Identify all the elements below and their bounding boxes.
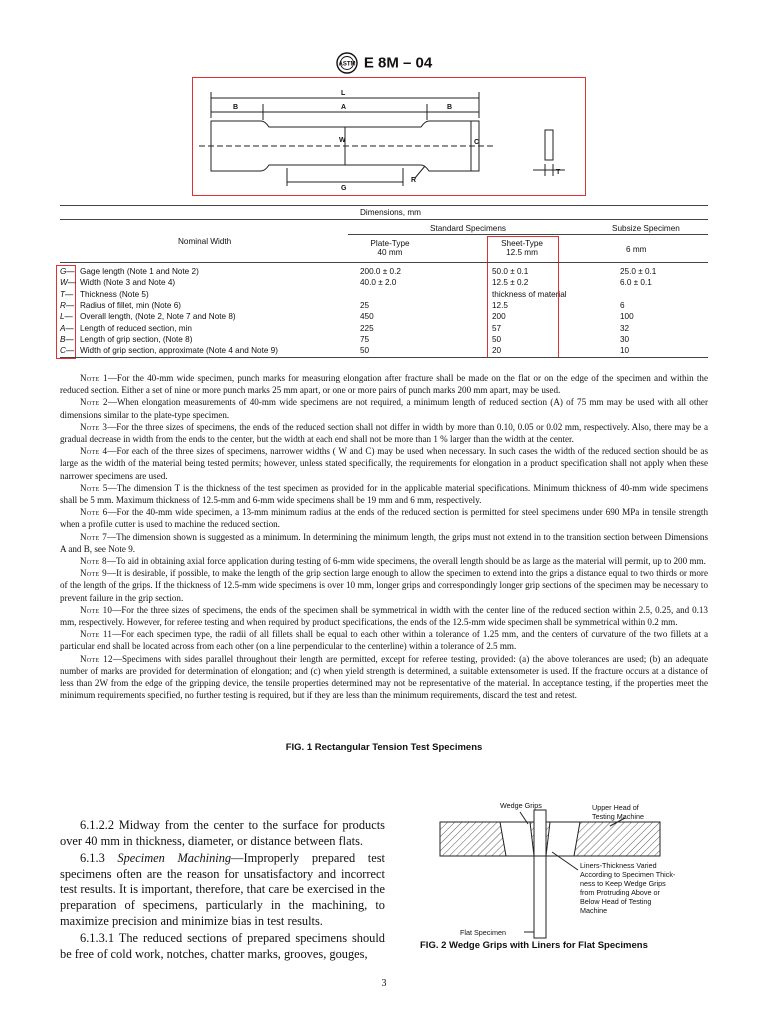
row-subsize-value: 6 <box>620 300 625 310</box>
note-item <box>60 531 708 555</box>
note-item <box>60 653 708 702</box>
row-symbol: B— <box>60 334 74 344</box>
note-item <box>60 396 708 420</box>
row-plate-value: 25 <box>360 300 370 310</box>
dim-C: C <box>474 139 480 146</box>
note-item <box>60 482 708 506</box>
dim-A: A <box>341 104 347 111</box>
note-heading: Note 5 <box>80 482 108 493</box>
paragraph-6-1-3: 6.1.3 Specimen Machining—Improperly prepared test specimens often are the reason for unsatisfactory and incorrect test results. It is important, therefore, that care be exercised in the preparation of specimens, particularly in the machining, to maximize precision and minimize bias in test results. <box>60 851 385 928</box>
label-liners-4: from Protruding Above or <box>580 888 660 897</box>
row-subsize-value: 25.0 ± 0.1 <box>620 267 657 276</box>
row-subsize-value: 10 <box>620 346 630 356</box>
row-plate-value: 75 <box>360 334 370 344</box>
dimensions-table <box>60 205 708 357</box>
row-sheet-value: 12.5 ± 0.2 <box>492 278 529 288</box>
figure-notes <box>60 372 708 701</box>
note-text: —To aid in obtaining axial force application during testing of 6-mm wide specimens, the overall length should be as large as the material will permit, up to 200 mm. <box>106 556 706 567</box>
row-description: Length of grip section, (Note 8) <box>80 334 193 344</box>
astm-logo-icon <box>336 52 358 74</box>
row-subsize-value: 100 <box>620 312 634 322</box>
label-liners-5: Below Head of Testing <box>580 897 652 906</box>
row-sheet-value: thickness of material <box>492 289 567 299</box>
row-plate-value: 40.0 ± 2.0 <box>360 278 397 288</box>
row-symbol: L— <box>60 312 73 322</box>
note-heading: Note 3 <box>80 421 108 432</box>
page-header <box>0 52 768 74</box>
note-item <box>60 506 708 530</box>
note-heading: Note 11 <box>80 629 113 640</box>
note-heading: Note 4 <box>80 446 108 457</box>
row-sheet-value: 50 <box>492 334 502 344</box>
note-text: —The dimension shown is suggested as a minimum. In determining the minimum length, the grips must not extend in to the transition section between Dimensions A and B, see Note 9. <box>60 531 708 554</box>
specimen-diagram <box>193 78 585 195</box>
dim-W: W <box>339 137 346 144</box>
figure-1-drawing <box>192 77 586 196</box>
note-text: —For each of the three sizes of specimens, narrower widths ( W and C) may be used when necessary. In such cases the width of the reduced section should be as large as the width of the material being tested permits; however, unless stated specifically, the requirements for elongation in a product specification shall not apply when these narrower specimens are used. <box>60 446 708 481</box>
row-description: Thickness (Note 5) <box>80 289 149 299</box>
dim-B-right: B <box>447 104 453 111</box>
dim-B-left: B <box>233 104 239 111</box>
table-title: Dimensions, mm <box>360 208 421 217</box>
dim-T: T <box>556 169 561 176</box>
label-liners-6: Machine <box>580 906 608 915</box>
row-description: Overall length, (Note 2, Note 7 and Note 8) <box>80 312 236 322</box>
note-item <box>60 628 708 652</box>
note-item <box>60 604 708 628</box>
svg-text:ASTM: ASTM <box>338 61 356 68</box>
note-item <box>60 372 708 396</box>
note-heading: Note 7 <box>80 531 108 542</box>
note-item <box>60 555 708 567</box>
col-subsize: 6 mm <box>626 245 647 254</box>
row-plate-value: 225 <box>360 323 374 333</box>
col-plate-type: Plate-Type 40 mm <box>370 239 410 257</box>
note-text: —It is desirable, if possible, to make the length of the grip section large enough to allow the specimen to extend into the grips a distance equal to two thirds or more of the length of the grips. If the thickness of 12.5-mm wide specimens is over 10 mm, longer grips and correspondingly longer grip sections of the specimen may be necessary to prevent failure in the grip section. <box>60 568 708 603</box>
note-text: —For the three sizes of specimens, the ends of the specimen shall be symmetrical in width with the center line of the reduced section within 2.5, 0.25, and 0.13 mm, respectively. However, for referee testing and when required by product specifications, the ends of the 12.5-mm wide specimen shall be symmetrical within 0.2 mm. <box>60 604 708 628</box>
dim-R: R <box>411 177 417 184</box>
dim-G: G <box>341 185 347 192</box>
figure-2-drawing <box>420 800 700 940</box>
group-subsize: Subsize Specimen <box>612 224 680 233</box>
label-liners-1: Liners-Thickness Varied <box>580 861 657 870</box>
row-plate-value: 450 <box>360 312 374 322</box>
row-sheet-value: 12.5 <box>492 300 508 310</box>
paragraph-6-1-2-2: 6.1.2.2 Midway from the center to the surface for products over 40 mm in thickness, diameter, or distance between flats. <box>60 818 385 848</box>
group-standard: Standard Specimens <box>430 224 507 233</box>
row-symbol: W— <box>60 278 76 288</box>
note-item <box>60 567 708 604</box>
row-description: Length of reduced section, min <box>80 323 192 333</box>
row-subsize-value: 6.0 ± 0.1 <box>620 278 652 288</box>
note-text: —For the 40-mm wide specimen, a 13-mm minimum radius at the ends of the reduced section is permitted for steel specimens under 690 MPa in tensile strength when a profile cutter is used to machine the reduced section. <box>60 507 708 530</box>
label-liners-2: According to Specimen Thick- <box>580 870 676 879</box>
row-plate-value: 50 <box>360 346 370 356</box>
page-number: 3 <box>381 978 387 989</box>
paragraph-6-1-3-1: 6.1.3.1 The reduced sections of prepared specimens should be free of cold work, notches, chatter marks, grooves, gouges, <box>60 931 385 961</box>
label-liners-3: ness to Keep Wedge Grips <box>580 879 666 888</box>
row-description: Width (Note 3 and Note 4) <box>80 278 176 288</box>
note-heading: Note 10 <box>80 604 113 615</box>
fig2-caption: FIG. 2 Wedge Grips with Liners for Flat Specimens <box>420 940 648 951</box>
dim-L: L <box>341 90 346 97</box>
row-symbol: G— <box>60 267 75 276</box>
label-wedge-grips: Wedge Grips <box>500 801 542 810</box>
note-item <box>60 421 708 445</box>
note-heading: Note 9 <box>80 568 107 579</box>
row-sheet-value: 50.0 ± 0.1 <box>492 267 529 276</box>
row-description: Width of grip section, approximate (Note 4 and Note 9) <box>80 346 278 356</box>
row-subsize-value: 30 <box>620 334 630 344</box>
note-text: —For each specimen type, the radii of all fillets shall be equal to each other within a tolerance of 1.25 mm, and the centers of curvature of the two fillets at a particular end shall be located across from each other (on a line perpendicular to the centerline) within a tolerance of 2.5 mm. <box>60 629 708 652</box>
row-symbol: R— <box>60 300 75 310</box>
row-description: Gage length (Note 1 and Note 2) <box>80 267 199 276</box>
note-text: —Specimens with sides parallel throughout their length are permitted, except for referee testing, provided: (a) the above tolerances are used; (b) an adequate number of marks are provided for determination of elongation; and (c) when yield strength is determined, a suitable extensometer is used. If the fracture occurs at a distance of less than 2W from the edge of the gripping device, the tensile properties determined may not be representative of the material. In acceptance testing, if the properties meet the minimum requirements specified, no further testing is required, but if they are less than the minimum requirements, discard the test and retest. <box>60 653 708 701</box>
note-text: —When elongation measurements of 40-mm wide specimens are not required, a minimum length of reduced section (A) of 75 mm may be used with all other dimensions similar to the plate-type specimen. <box>60 397 708 420</box>
note-heading: Note 8 <box>80 556 107 567</box>
designation: E 8M – 04 <box>363 54 433 72</box>
note-heading: Note 12 <box>80 653 113 664</box>
row-plate-value: 200.0 ± 0.2 <box>360 267 401 276</box>
row-subsize-value: 32 <box>620 323 630 333</box>
note-heading: Note 6 <box>80 507 108 518</box>
row-symbol: C— <box>60 346 75 356</box>
note-text: —For the 40-mm wide specimen, punch marks for measuring elongation after fracture shall be made on the flat or on the edge of the specimen and within the reduced section. Either a set of nine or more punch marks 25 mm apart, or one or more pairs of punch marks 200 mm apart, may be used. <box>60 373 708 396</box>
label-flat-specimen: Flat Specimen <box>460 928 506 937</box>
row-symbol: T— <box>60 289 74 299</box>
row-sheet-value: 20 <box>492 346 502 356</box>
label-upper-head-1: Upper Head of <box>592 803 639 812</box>
col-nominal-width: Nominal Width <box>178 237 232 246</box>
wedge-grip-diagram <box>420 800 700 940</box>
note-item <box>60 445 708 482</box>
note-heading: Note 1 <box>80 373 108 383</box>
row-symbol: A— <box>60 323 74 333</box>
label-upper-head-2: Testing Machine <box>592 812 644 821</box>
col-sheet-type: Sheet-Type 12.5 mm <box>501 239 543 257</box>
row-sheet-value: 200 <box>492 312 506 322</box>
body-text <box>60 818 385 962</box>
row-description: Radius of fillet, min (Note 6) <box>80 300 182 310</box>
fig1-caption: FIG. 1 Rectangular Tension Test Specimens <box>285 742 483 753</box>
row-sheet-value: 57 <box>492 323 502 333</box>
note-text: —The dimension T is the thickness of the test specimen as provided for in the applicable material specifications. Minimum thickness of 40-mm wide specimens shall be 5 mm. Maximum thickness of 12.5-mm and 6-mm wide specimens shall be 19 mm and 6 mm, respectively. <box>60 482 708 506</box>
note-text: —For the three sizes of specimens, the ends of the reduced section shall not differ in width by more than 0.10, 0.05 or 0.02 mm, respectively. Also, there may be a gradual decrease in width from the ends to the center, but the width at each end shall not be more than 1 % larger than the width at the center. <box>60 421 708 445</box>
note-heading: Note 2 <box>80 397 108 408</box>
